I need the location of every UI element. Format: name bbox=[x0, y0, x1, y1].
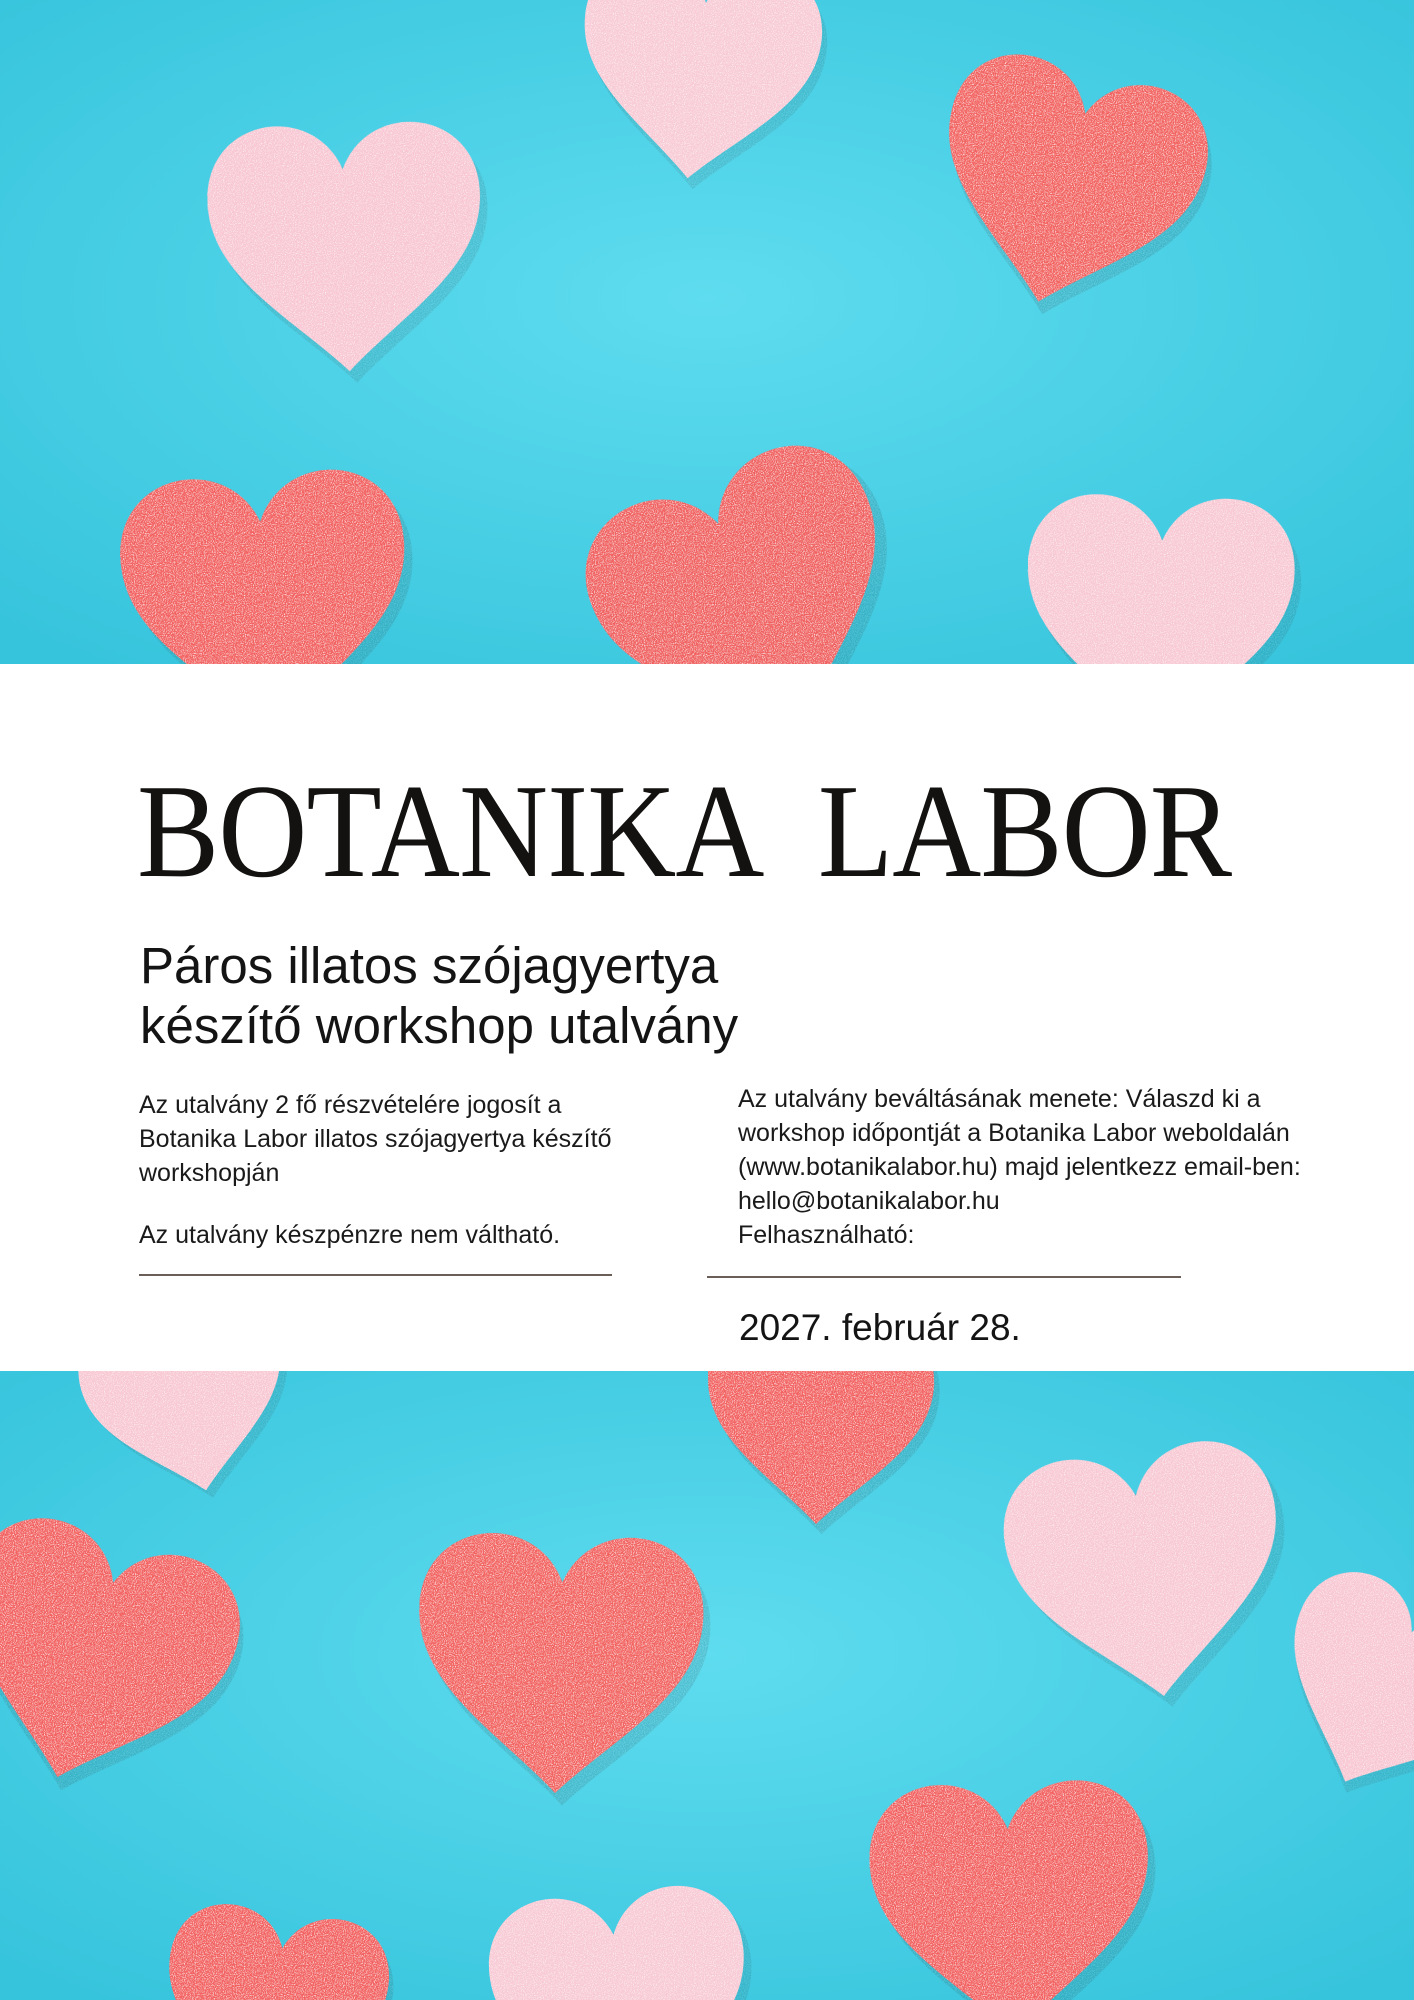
redemption-instructions bbox=[738, 1082, 1398, 1252]
voucher-info-band bbox=[0, 664, 1414, 1371]
valid-until-label: Felhasználható: bbox=[738, 1221, 915, 1249]
hearts-photo-top bbox=[0, 0, 1414, 664]
left-divider bbox=[139, 1274, 612, 1276]
voucher-title-line-1: Páros illatos szójagyertya bbox=[140, 937, 719, 994]
voucher-title-line-2: készítő workshop utalvány bbox=[140, 997, 739, 1054]
voucher-title bbox=[140, 936, 1140, 1056]
entitlement-text: Az utalvány 2 fő részvételére jogosít a Botanika Labor illatos szójagyertya készítő workshopján bbox=[139, 1091, 612, 1187]
no-cash-notice: Az utalvány készpénzre nem váltható. bbox=[139, 1221, 561, 1249]
redemption-line-3: (www.botanikalabor.hu) majd jelentkezz email-ben: bbox=[738, 1153, 1301, 1181]
redemption-line-2: workshop időpontját a Botanika Labor weboldalán bbox=[738, 1119, 1290, 1147]
redemption-line-1: Az utalvány beváltásának menete: Válaszd ki a bbox=[738, 1085, 1261, 1113]
hearts-photo-bottom bbox=[0, 1371, 1414, 2000]
redemption-email: hello@botanikalabor.hu bbox=[738, 1187, 1000, 1215]
brand-name: BOTANIKA LABOR bbox=[137, 757, 1232, 905]
expiry-date: 2027. február 28. bbox=[739, 1307, 1021, 1348]
right-divider bbox=[707, 1276, 1181, 1278]
